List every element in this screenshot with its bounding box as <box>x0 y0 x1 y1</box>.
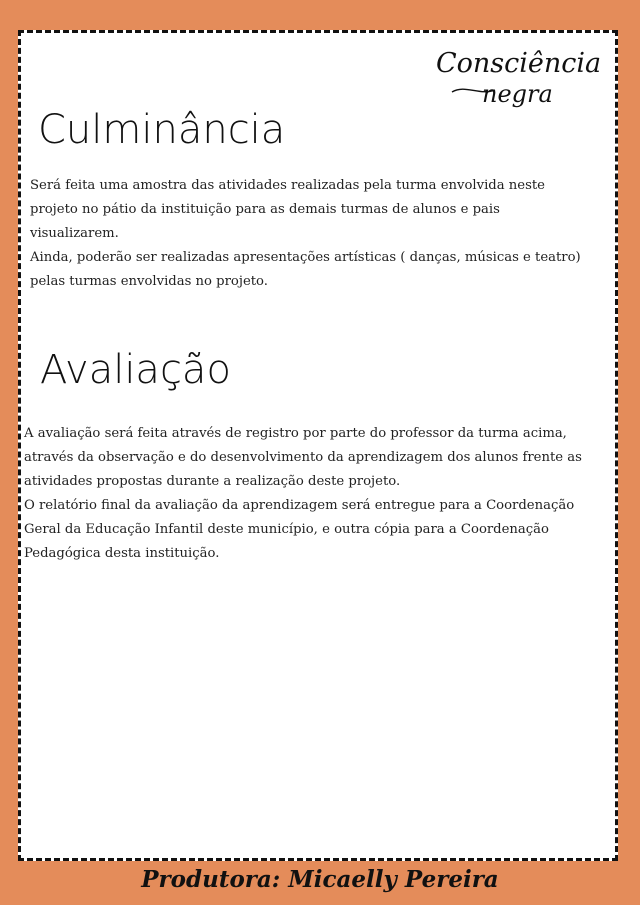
text-line: projeto no pátio da instituição para as demais turmas de alunos e pais <box>30 202 500 217</box>
text-line: Geral da Educação Infantil deste município, e outra cópia para a Coordenação <box>24 522 549 537</box>
text-line: A avaliação será feita através de registro por parte do professor da turma acima, <box>24 426 567 441</box>
text-line: Ainda, poderão ser realizadas apresentações artísticas ( danças, músicas e teatro) <box>30 250 581 265</box>
producer-credit: Produtora: Micaelly Pereira <box>141 866 499 893</box>
section-title-culminancia: Culminância <box>38 107 286 153</box>
logo-line-2: negra <box>482 80 553 108</box>
text-line: pelas turmas envolvidas no projeto. <box>30 274 268 289</box>
text-line: através da observação e do desenvolvimento da aprendizagem dos alunos frente as <box>24 450 582 465</box>
section-body-culminancia <box>30 174 581 294</box>
text-line: Pedagógica desta instituição. <box>24 546 220 561</box>
consciencia-negra-logo <box>430 44 615 124</box>
text-line: visualizarem. <box>30 226 119 241</box>
section-body-avaliacao <box>24 422 582 566</box>
text-line: atividades propostas durante a realização deste projeto. <box>24 474 401 489</box>
text-line: Será feita uma amostra das atividades realizadas pela turma envolvida neste <box>30 178 545 193</box>
logo-line-1: Consciência <box>436 48 602 79</box>
text-line: O relatório final da avaliação da aprendizagem será entregue para a Coordenação <box>24 498 575 513</box>
section-title-avaliacao: Avaliação <box>40 347 231 393</box>
